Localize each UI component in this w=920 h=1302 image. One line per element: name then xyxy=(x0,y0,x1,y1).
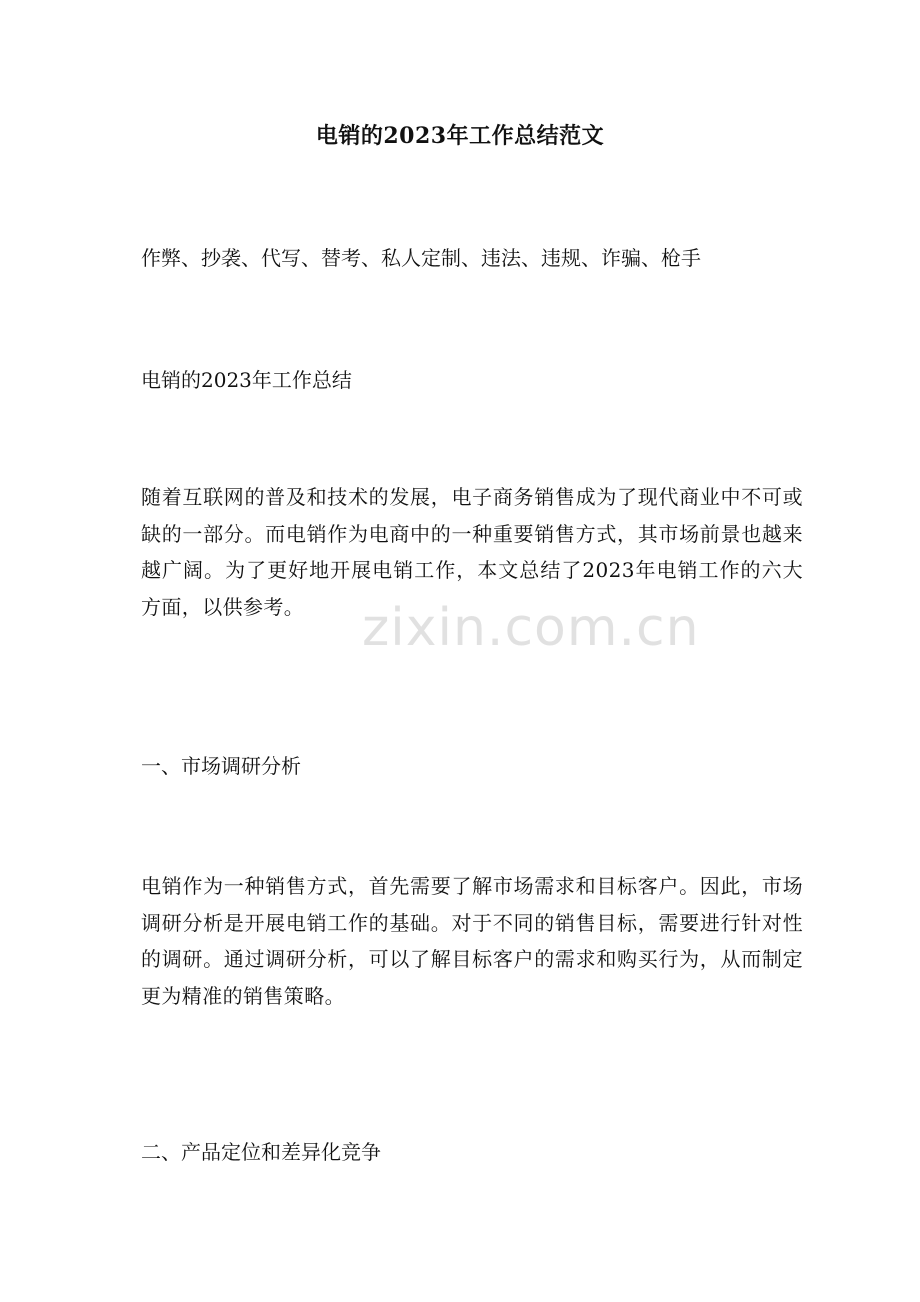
section-heading-2: 二、产品定位和差异化竞争 xyxy=(141,1140,381,1164)
section-heading-1: 一、市场调研分析 xyxy=(141,754,301,778)
document-title: 电销的2023年工作总结范文 xyxy=(315,123,605,149)
subtitle: 电销的2023年工作总结 xyxy=(141,368,352,392)
watermark: zixin.com.cn xyxy=(362,598,700,658)
section-body-1: 电销作为一种销售方式，首先需要了解市场需求和目标客户。因此，市场调研分析是开展电销工作的基础。对于不同的销售目标，需要进行针对性的调研。通过调研分析，可以了解目标客户的需求和购买行为，从而制定更为精准的销售策略。 xyxy=(141,874,803,1008)
notice-line: 作弊、抄袭、代写、替考、私人定制、违法、违规、诈骗、枪手 xyxy=(141,246,701,270)
intro-paragraph: 随着互联网的普及和技术的发展，电子商务销售成为了现代商业中不可或缺的一部分。而电销作为电商中的一种重要销售方式，其市场前景也越来越广阔。为了更好地开展电销工作，本文总结了2023年电销工作的六大方面，以供参考。 xyxy=(141,485,803,619)
